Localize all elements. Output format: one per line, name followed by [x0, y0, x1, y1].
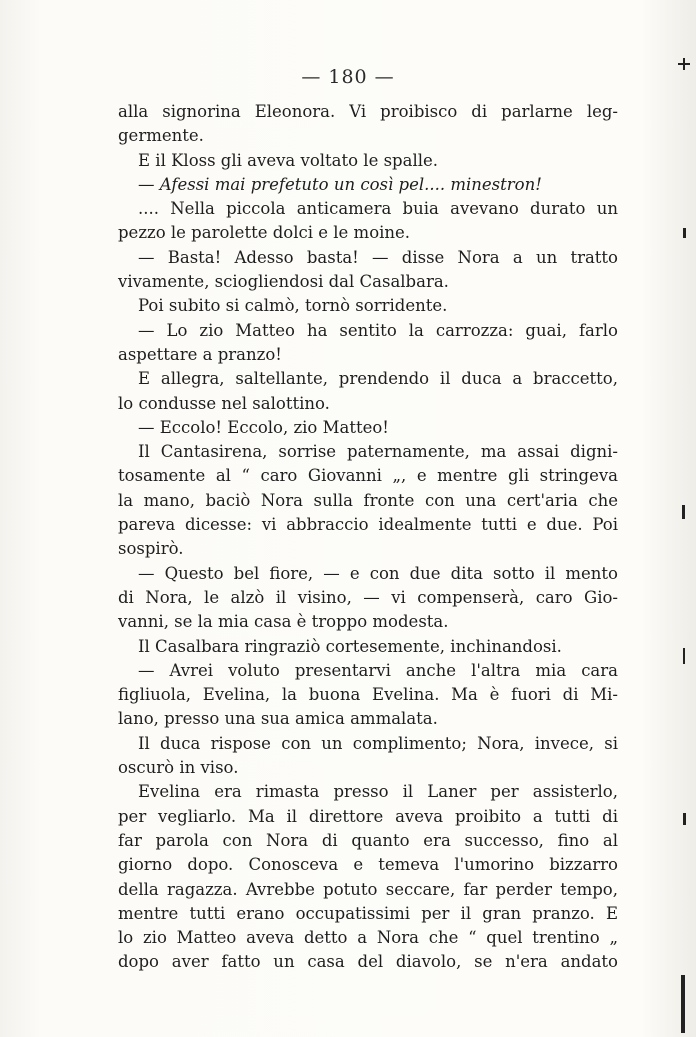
scan-edge-mark	[683, 648, 685, 664]
text-line: — Basta! Adesso basta! — disse Nora a un tratto	[138, 247, 618, 267]
text-line: mentre tutti erano occupatissimi per il gran pranzo. E	[118, 903, 618, 923]
scan-edge-mark	[682, 505, 685, 519]
text-line: E il Kloss gli aveva voltato le spalle.	[138, 150, 439, 170]
text-line: Il Casalbara ringraziò cortesemente, inchinandosi.	[138, 636, 562, 656]
text-line: — Questo bel fiore, — e con due dita sotto il mento	[138, 563, 618, 583]
text-line: oscurò in viso.	[118, 758, 239, 778]
text-line: Il duca rispose con un complimento; Nora, invece, si	[138, 733, 618, 753]
scan-edge-mark	[683, 813, 686, 825]
text-line: — Afessi mai prefetuto un così pel.... minestron!	[138, 174, 542, 194]
text-line: far parola con Nora di quanto era successo, fino al	[118, 830, 618, 850]
text-line: lo zio Matteo aveva detto a Nora che “ quel trentino „	[118, 928, 618, 948]
text-line: E allegra, saltellante, prendendo il duca a braccetto,	[138, 369, 618, 389]
text-line: vanni, se la mia casa è troppo modesta.	[118, 612, 449, 632]
text-line: Poi subito si calmò, tornò sorridente.	[138, 296, 448, 316]
text-line: pezzo le parolette dolci e le moine.	[118, 223, 411, 243]
text-line: aspettare a pranzo!	[118, 344, 282, 364]
text-line: pareva dicesse: vi abbraccio idealmente tutti e due. Poi	[118, 515, 618, 535]
text-line: la mano, baciò Nora sulla fronte con una cert'aria che	[118, 490, 618, 510]
text-line: lo condusse nel salottino.	[118, 393, 330, 413]
page-number: — 180 —	[301, 66, 395, 88]
text-line: germente.	[118, 126, 204, 146]
text-line: tosamente al “ caro Giovanni „, e mentre gli stringeva	[118, 466, 618, 486]
text-line: di Nora, le alzò il visino, — vi compenserà, caro Gio-	[118, 587, 618, 607]
text-line: lano, presso una sua amica ammalata.	[118, 709, 438, 729]
text-line: per vegliarlo. Ma il direttore aveva proibito a tutti di	[118, 806, 618, 826]
body-text	[118, 100, 618, 975]
text-line: — Avrei voluto presentarvi anche l'altra mia cara	[138, 660, 618, 680]
text-line: Evelina era rimasta presso il Laner per assisterlo,	[138, 782, 618, 802]
text-line: .... Nella piccola anticamera buia avevano durato un	[138, 199, 618, 219]
text-line: — Lo zio Matteo ha sentito la carrozza: guai, farlo	[138, 320, 618, 340]
text-line: — Eccolo! Eccolo, zio Matteo!	[138, 417, 389, 437]
text-line: vivamente, sciogliendosi dal Casalbara.	[118, 272, 449, 292]
text-line: giorno dopo. Conosceva e temeva l'umorino bizzarro	[118, 855, 618, 875]
text-line: figliuola, Evelina, la buona Evelina. Ma è fuori di Mi-	[118, 685, 618, 705]
scan-edge-mark	[683, 228, 686, 238]
text-line: dopo aver fatto un casa del diavolo, se n'era andato	[118, 952, 618, 972]
scan-edge-mark	[681, 975, 685, 1033]
scan-edge-mark	[678, 63, 690, 65]
text-line: alla signorina Eleonora. Vi proibisco di parlarne leg-	[118, 102, 618, 121]
text-line: sospirò.	[118, 539, 184, 559]
text-line: della ragazza. Avrebbe potuto seccare, far perder tempo,	[118, 879, 618, 899]
text-line: Il Cantasirena, sorrise paternamente, ma assai digni-	[138, 442, 618, 462]
